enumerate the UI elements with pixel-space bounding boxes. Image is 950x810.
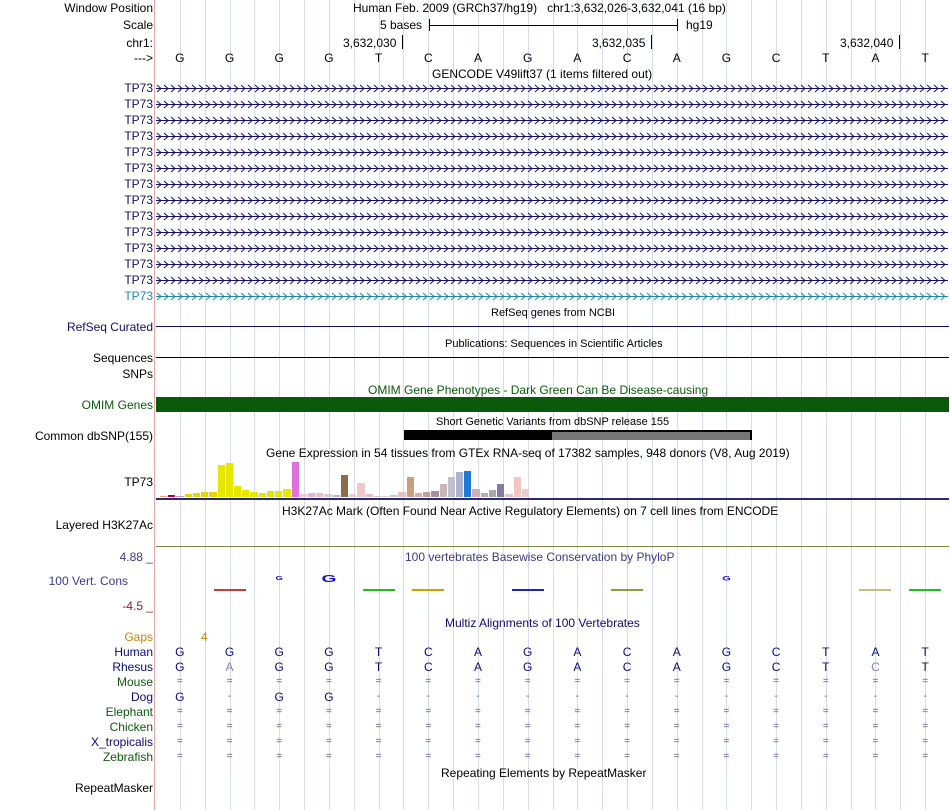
omim-gene-bar[interactable] [156,397,949,412]
multiz-base: = [872,736,879,747]
multiz-base: = [872,706,879,717]
multiz-base: = [425,676,432,687]
gtex-baseline [156,498,949,500]
multiz-base: = [922,751,929,762]
multiz-base: = [872,721,879,732]
multiz-base: = [922,736,929,747]
multiz-base: = [375,721,382,732]
multiz-base: = [773,721,780,732]
multiz-base: = [226,721,233,732]
multiz-base: A [473,660,482,674]
gencode-track-title[interactable]: GENCODE V49lift37 (1 items filtered out) [432,67,653,81]
gtex-tissue-bar[interactable] [472,489,479,497]
gencode-transcript-arrows[interactable] [156,228,948,237]
multiz-base: G [721,645,732,659]
dbsnp-variant-bar[interactable] [552,432,750,440]
multiz-base: G [175,645,185,659]
gencode-transcript-label[interactable]: TP73 [124,129,153,143]
gtex-tissue-bar[interactable] [275,491,282,497]
multiz-base: C [771,660,781,674]
gencode-transcript-arrows[interactable] [156,180,948,189]
gencode-transcript-label[interactable]: TP73 [124,193,153,207]
gencode-transcript-label[interactable]: TP73 [124,145,153,159]
multiz-base: C [871,660,880,674]
publications-line[interactable] [156,357,949,358]
multiz-base: = [226,736,233,747]
multiz-base: A [672,660,681,674]
multiz-base: = [574,751,581,762]
gtex-tissue-bar[interactable] [308,493,315,497]
multiz-base: = [425,751,432,762]
multiz-base: = [325,676,332,687]
scale-bar [430,25,677,26]
gencode-transcript-arrows[interactable] [156,164,948,173]
phylop-track-title[interactable]: 100 vertebrates Basewise Conservation by PhyloP [405,550,675,564]
multiz-base: C [771,645,781,659]
multiz-base: = [475,676,481,687]
coordinate-label: 3,632,030 [343,36,397,50]
multiz-base: = [276,736,283,747]
multiz-base: = [773,751,780,762]
sequence-base: G [324,51,334,65]
multiz-base: = [574,736,581,747]
multiz-base: = [276,721,283,732]
multiz-base: = [922,721,929,732]
coordinate-tick [402,35,403,49]
gtex-tissue-bar[interactable] [431,491,438,497]
multiz-base: = [276,706,283,717]
multiz-base: = [673,736,680,747]
multiz-base: G [274,660,284,674]
gtex-tissue-bar[interactable] [415,493,422,497]
multiz-base: G [324,645,334,659]
sequence-base: G [224,51,235,65]
multiz-base: T [822,660,830,674]
multiz-base: G [175,690,185,704]
multiz-base: = [922,676,929,687]
sequence-base: A [672,51,681,65]
multiz-base: = [822,721,829,732]
multiz-base: = [624,706,630,717]
gtex-tissue-bar[interactable] [382,496,389,497]
multiz-base: = [673,676,680,687]
multiz-base: = [822,751,829,762]
snps-track-label[interactable]: SNPs [122,367,153,381]
gtex-tissue-bar[interactable] [316,493,323,497]
multiz-base: = [673,751,680,762]
refseq-gene-line[interactable] [156,326,949,327]
phylop-min-label: -4.5 _ [122,599,153,613]
gencode-transcript-label[interactable]: TP73 [124,81,153,95]
gtex-bar-chart[interactable] [156,460,949,500]
multiz-base: = [524,721,531,732]
gtex-tissue-bar[interactable] [242,490,249,497]
gtex-track-title[interactable]: Gene Expression in 54 tissues from GTEx RNA-seq of 17382 samples, 948 donors (V8, Aug 2019) [266,446,790,460]
scale-bar-right-tick [677,19,678,31]
h3k27ac-baseline [156,546,949,547]
scale-label: Scale [122,18,153,32]
gencode-transcript-label[interactable]: TP73 [124,225,153,239]
multiz-base: T [822,645,830,659]
multiz-base: = [475,706,481,717]
gencode-transcript-label[interactable]: TP73 [124,113,153,127]
gencode-transcript-label[interactable]: TP73 [124,177,153,191]
gtex-tissue-bar[interactable] [357,483,364,497]
gtex-tissue-bar[interactable] [160,496,167,497]
multiz-base: G [522,645,533,659]
gtex-tissue-bar[interactable] [390,495,397,497]
multiz-base: - [724,691,729,702]
h3k27ac-track-label[interactable]: Layered H3K27Ac [55,518,153,532]
multiz-base: = [624,676,630,687]
multiz-base: = [624,721,630,732]
multiz-base: = [922,706,929,717]
gtex-tissue-bar[interactable] [481,493,488,497]
phylop-bar[interactable] [412,589,444,591]
multiz-species-label[interactable]: Zebrafish [102,750,153,764]
multiz-base: G [522,660,533,674]
multiz-base: = [176,751,183,762]
multiz-base: = [773,706,780,717]
multiz-species-label[interactable]: X_tropicalis [90,735,153,749]
scale-text: 5 bases [380,18,423,32]
multiz-base: G [324,660,334,674]
multiz-base: = [524,706,531,717]
sequence-base: G [175,51,185,65]
sequence-base: T [921,51,929,65]
multiz-base: - [824,691,828,702]
sequence-base: C [423,51,433,65]
multiz-base: = [723,676,730,687]
coordinate-tick [899,35,900,49]
sequence-base: A [871,51,880,65]
multiz-base: = [822,736,829,747]
gtex-tissue-bar[interactable] [324,494,331,497]
multiz-base: A [573,645,582,659]
multiz-base: = [325,751,332,762]
phylop-glyph[interactable]: G [275,575,283,582]
gtex-tissue-bar[interactable] [267,491,274,497]
multiz-base: = [375,751,382,762]
gtex-tissue-bar[interactable] [522,489,529,497]
gtex-tissue-bar[interactable] [366,494,373,497]
multiz-base: = [773,676,780,687]
gtex-tissue-bar[interactable] [201,492,208,497]
multiz-base: = [524,751,531,762]
sequence-base: T [374,51,383,65]
phylop-bar[interactable] [859,589,891,591]
sequence-base: T [822,51,830,65]
gencode-transcript-arrows[interactable] [156,84,948,93]
multiz-base: = [375,736,382,747]
gaps-value: 4 [201,630,208,644]
phylop-bar[interactable] [214,589,246,591]
gtex-tissue-bar[interactable] [226,463,233,497]
repeatmasker-track-title[interactable]: Repeating Elements by RepeatMasker [441,766,647,780]
gtex-tissue-bar[interactable] [341,475,348,497]
gencode-transcript-arrows[interactable] [156,148,948,157]
phylop-bar[interactable] [909,589,941,591]
gtex-tissue-bar[interactable] [407,477,414,497]
sequence-base: C [622,51,632,65]
multiz-base: = [773,736,780,747]
strand-label: ---> [134,51,153,65]
multiz-base: A [871,645,880,659]
multiz-base: - [774,691,778,702]
gencode-transcript-arrows[interactable] [156,276,948,285]
gtex-tissue-bar[interactable] [218,465,225,497]
multiz-base: = [425,721,432,732]
gtex-tissue-bar[interactable] [398,492,405,497]
sequence-base: A [473,51,482,65]
coordinate-tick [651,35,652,49]
multiz-base: = [226,706,233,717]
multiz-base: = [872,751,879,762]
multiz-base: C [622,645,632,659]
multiz-base: = [475,736,481,747]
window-position-text: Human Feb. 2009 (GRCh37/hg19) chr1:3,632,026-3,632,041 (16 bp) [353,1,726,15]
gtex-tissue-bar[interactable] [456,472,463,497]
multiz-base: G [224,645,235,659]
gencode-transcript-arrows[interactable] [156,132,948,141]
gtex-tissue-bar[interactable] [259,493,266,497]
multiz-base: = [226,676,233,687]
gtex-tissue-bar[interactable] [283,489,290,497]
dbsnp-track-label[interactable]: Common dbSNP(155) [34,429,153,443]
phylop-bar[interactable] [363,589,395,591]
multiz-base: G [274,645,284,659]
dbsnp-track-title[interactable]: Short Genetic Variants from dbSNP release 155 [436,416,670,428]
multiz-species-label[interactable]: Chicken [109,720,153,734]
publications-track-title[interactable]: Publications: Sequences in Scientific Articles [445,338,663,350]
multiz-base: = [375,706,382,717]
multiz-base: = [723,706,730,717]
multiz-base: G [324,690,334,704]
gencode-transcript-arrows[interactable] [156,100,948,109]
gencode-transcript-label[interactable]: TP73 [124,273,153,287]
phylop-track-label[interactable]: 100 Vert. Cons [48,574,128,588]
omim-track-title[interactable]: OMIM Gene Phenotypes - Dark Green Can Be Disease-causing [368,383,709,397]
multiz-base: - [873,691,878,702]
multiz-base: = [524,736,531,747]
multiz-base: = [723,736,730,747]
multiz-base: = [673,706,680,717]
multiz-base: = [524,676,531,687]
multiz-base: A [473,645,482,659]
multiz-base: = [176,736,183,747]
multiz-base: = [425,736,432,747]
multiz-base: G [175,660,185,674]
h3k27ac-track-title[interactable]: H3K27Ac Mark (Often Found Near Active Regulatory Elements) on 7 cell lines from ENCODE [282,504,779,518]
multiz-base: - [227,691,232,702]
gtex-tissue-bar[interactable] [497,484,504,497]
multiz-base: - [923,691,927,702]
multiz-base: G [721,660,732,674]
publications-track-label[interactable]: Sequences [92,351,153,365]
multiz-base: = [475,751,481,762]
gencode-transcript-arrows[interactable] [156,292,948,301]
multiz-base: T [921,660,929,674]
multiz-base: = [176,721,183,732]
multiz-base: A [573,660,582,674]
gtex-tissue-bar[interactable] [464,471,471,497]
multiz-base: = [325,721,332,732]
coordinate-label: 3,632,040 [840,36,894,50]
omim-track-label[interactable]: OMIM Genes [81,398,153,412]
window-position-label: Window Position [64,1,153,15]
phylop-max-label: 4.88 _ [119,550,153,564]
gencode-transcript-label[interactable]: TP73 [124,241,153,255]
gtex-tissue-bar[interactable] [333,495,340,497]
gencode-transcript-arrows[interactable] [156,260,948,269]
gtex-tissue-bar[interactable] [423,492,430,497]
multiz-base: A [225,660,234,674]
phylop-glyph[interactable]: G [722,575,731,583]
multiz-base: T [374,645,383,659]
multiz-base: = [325,706,332,717]
gtex-tissue-bar[interactable] [448,477,455,497]
sequence-base: G [721,51,732,65]
gtex-tissue-bar[interactable] [185,494,192,497]
multiz-base: = [624,736,630,747]
refseq-track-title[interactable]: RefSeq genes from NCBI [491,307,616,319]
gtex-tissue-bar[interactable] [209,492,216,497]
sequence-base: A [573,51,582,65]
multiz-species-label[interactable]: Elephant [105,705,153,719]
gencode-transcript-arrows[interactable] [156,244,948,253]
multiz-base: = [723,751,730,762]
multiz-base: - [625,691,629,702]
multiz-base: T [374,660,383,674]
multiz-base: = [325,736,332,747]
gtex-tissue-bar[interactable] [440,484,447,497]
chrom-label: chr1: [126,36,153,50]
multiz-species-label[interactable]: Mouse [116,675,153,689]
multiz-base: = [276,751,283,762]
gtex-tissue-bar[interactable] [374,496,381,497]
multiz-base: - [675,691,679,702]
coordinate-label: 3,632,035 [592,36,646,50]
gtex-tissue-bar[interactable] [168,495,175,497]
multiz-base: = [226,751,233,762]
multiz-species-label[interactable]: Dog [130,690,153,704]
gtex-tissue-bar[interactable] [514,477,521,497]
repeatmasker-track-label[interactable]: RepeatMasker [74,781,153,795]
multiz-base: - [525,691,530,702]
scale-bar-left-tick [429,19,430,31]
gencode-transcript-label[interactable]: TP73 [124,209,153,223]
multiz-base: - [376,691,381,702]
phylop-bar[interactable] [512,589,544,591]
multiz-species-label[interactable]: Rhesus [112,660,153,674]
sequence-base: C [771,51,781,65]
gtex-tissue-bar[interactable] [489,490,496,497]
multiz-base: = [475,721,481,732]
gtex-tissue-bar[interactable] [505,494,512,497]
sequence-base: G [522,51,533,65]
gtex-tissue-bar[interactable] [250,492,257,497]
multiz-base: = [574,676,581,687]
multiz-base: C [423,660,433,674]
gaps-label: Gaps [124,630,153,644]
multiz-base: - [476,691,480,702]
gencode-transcript-arrows[interactable] [156,116,948,125]
multiz-base: - [575,691,580,702]
phylop-glyph[interactable]: G [321,572,337,585]
gencode-transcript-label[interactable]: TP73 [124,257,153,271]
gtex-tissue-bar[interactable] [193,493,200,497]
multiz-base: A [672,645,681,659]
multiz-base: = [276,676,283,687]
gencode-transcript-arrows[interactable] [156,196,948,205]
multiz-base: = [176,706,183,717]
gtex-tissue-bar[interactable] [349,494,356,497]
phylop-bar[interactable] [611,589,643,591]
gtex-tissue-bar[interactable] [176,496,183,497]
gencode-transcript-label[interactable]: TP73 [124,97,153,111]
multiz-base: T [921,645,929,659]
multiz-base: G [274,690,284,704]
multiz-base: C [423,645,433,659]
multiz-base: = [822,676,829,687]
assembly-label: hg19 [686,18,713,32]
gencode-transcript-label[interactable]: TP73 [124,289,153,303]
multiz-base: = [673,721,680,732]
label-separator [154,0,155,810]
gtex-tissue-bar[interactable] [300,494,307,497]
multiz-track-title[interactable]: Multiz Alignments of 100 Vertebrates [445,616,640,630]
multiz-base: = [574,721,581,732]
multiz-base: - [426,691,430,702]
multiz-base: = [375,676,382,687]
multiz-base: = [624,751,630,762]
multiz-base: = [176,676,183,687]
multiz-base: C [622,660,632,674]
multiz-base: = [723,721,730,732]
refseq-track-label[interactable]: RefSeq Curated [66,320,153,334]
gencode-transcript-label[interactable]: TP73 [124,161,153,175]
gtex-tissue-bar[interactable] [292,462,299,497]
multiz-base: = [425,706,432,717]
sequence-base: G [274,51,284,65]
multiz-base: = [872,676,879,687]
multiz-base: = [574,706,581,717]
gencode-transcript-arrows[interactable] [156,212,948,221]
multiz-base: = [822,706,829,717]
gtex-track-label[interactable]: TP73 [124,475,153,489]
gtex-tissue-bar[interactable] [234,486,241,497]
multiz-species-label[interactable]: Human [114,645,153,659]
